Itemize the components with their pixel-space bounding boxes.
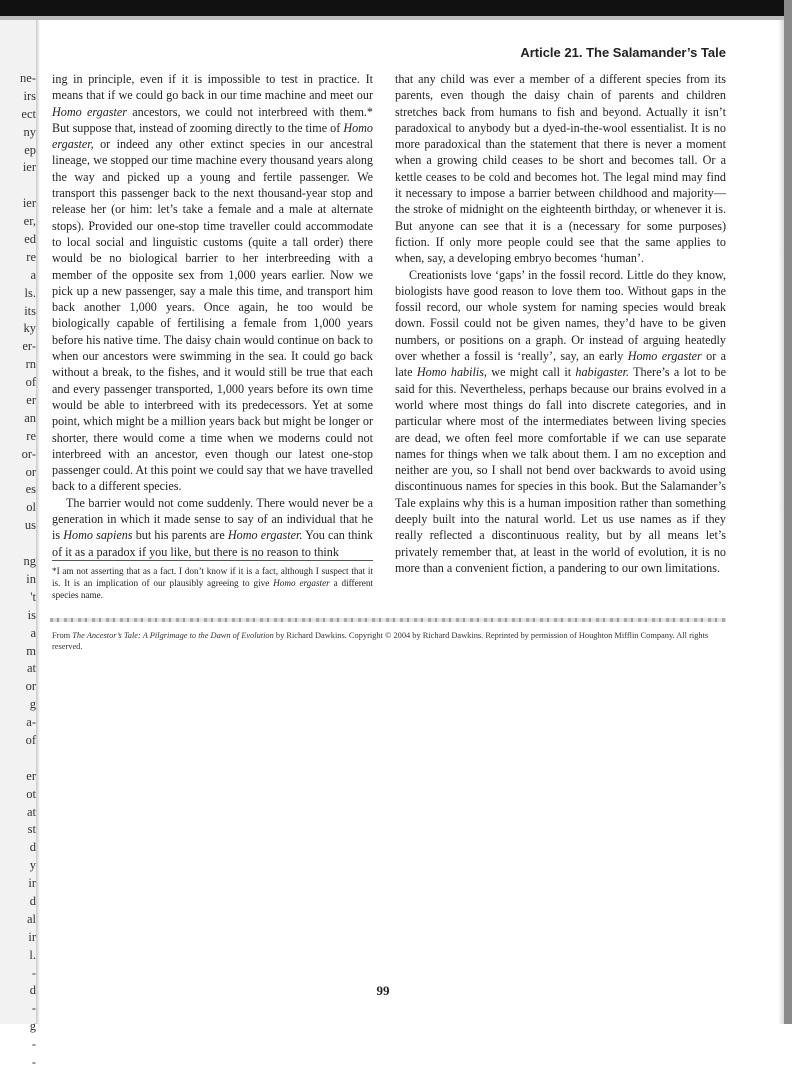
- bleed-fragment: or-: [21, 446, 36, 461]
- book-title: The Ancestor’s Tale: A Pilgrimage to the Dawn of Evolution: [72, 631, 274, 640]
- species-name: Homo ergaster.: [227, 528, 303, 543]
- species-name: Homo ergaster,: [52, 120, 374, 152]
- species-name: Homo ergaster: [273, 578, 330, 588]
- bleed-fragment: a-: [26, 715, 36, 730]
- scan-grain-divider: [50, 618, 726, 622]
- copyright-credit: From The Ancestor’s Tale: A Pilgrimage to the Dawn of Evolution by Richard Dawkins. Copyright © 2004 by Richard Dawkins. Reprinted by permission of Houghton Mifflin Company. All rights reserved.: [52, 631, 709, 651]
- bleed-fragment: er,: [23, 214, 36, 229]
- previous-page-bleed-text: [2, 70, 36, 1072]
- bleed-fragment: es: [25, 482, 36, 497]
- left-paragraph-1: ing in principle, even if it is impossible to test in practice. It means that if we could go back in our time machine and meet our Homo ergaster ancestors, we could not interbreed with them.* But suppose that, instead of zooming directly to the time of Homo ergaster, or indeed any other extinct species in our ancestral lineage, we stopped our time machine every thousand years along the way and picked up a young and fertile passenger. We transport this passenger back to the next thousand-year stop and release her (or him: let’s take a female and a male at alternate stops). Provided our one-stop time traveller could accommodate to local social and linguistic customs (quite a tall order) there would be no biological barrier to her interbreeding with a member of the opposite sex from 1,000 years earlier. Now we pick up a new passenger, say a male this time, and transport him back another 1,000 years. Once again, he too would be biologically capable of fertilising a female from 1,000 years before his native time. The daisy chain would continue on back to when our ancestors were swimming in the sea. It could go back without a break, to the fishes, and it would still be true that each and every passenger transported, 1,000 years before its own time would be able to interbreed with its predecessors. Yet at some point, which might be a million years back but might be longer or shorter, there would come a time when we moderns could not interbreed with an ancestor, even though our latest one-stop passenger could. At this point we could say that we have travelled back to a different species.: [52, 72, 374, 494]
- footnote-divider: [52, 560, 373, 561]
- bleed-fragment: -: [31, 1037, 36, 1052]
- bleed-fragment: -: [31, 1054, 36, 1069]
- scan-top-shadow: [0, 16, 792, 20]
- bleed-fragment: d: [29, 840, 36, 855]
- left-column: [52, 71, 373, 560]
- bleed-fragment: is: [27, 607, 36, 622]
- bleed-fragment: its: [24, 303, 36, 318]
- right-column: [395, 71, 726, 576]
- bleed-fragment: 't: [30, 589, 36, 604]
- bleed-fragment: d: [29, 893, 36, 908]
- bleed-fragment: in: [26, 571, 36, 586]
- scan-right-border: [784, 0, 792, 1024]
- bleed-fragment: [2, 750, 36, 768]
- page-number: 99: [376, 983, 390, 998]
- bleed-fragment: g: [29, 697, 36, 712]
- species-name: Homo ergaster: [52, 104, 127, 119]
- species-name: Homo habilis,: [416, 365, 487, 380]
- bleed-fragment: ot: [26, 786, 36, 801]
- bleed-fragment: l.: [29, 947, 36, 962]
- bleed-fragment: an: [24, 410, 36, 425]
- bleed-fragment: ect: [21, 106, 36, 121]
- bleed-fragment: ir: [28, 876, 36, 891]
- bleed-fragment: y: [29, 858, 36, 873]
- bleed-fragment: er: [26, 393, 36, 408]
- bleed-fragment: a: [30, 625, 36, 640]
- bleed-fragment: ed: [24, 232, 36, 247]
- bleed-fragment: us: [24, 518, 36, 533]
- bleed-fragment: of: [25, 375, 36, 390]
- bleed-fragment: ir: [28, 929, 36, 944]
- bleed-fragment: rn: [25, 357, 36, 372]
- species-name: Homo sapiens: [63, 528, 133, 543]
- bleed-fragment: irs: [23, 88, 36, 103]
- bleed-fragment: a: [30, 267, 36, 282]
- bleed-fragment: or: [25, 464, 36, 479]
- species-name: habigaster.: [575, 365, 630, 380]
- bleed-fragment: g: [29, 1019, 36, 1034]
- bleed-fragment: [2, 535, 36, 553]
- bleed-fragment: st: [27, 822, 36, 837]
- bleed-fragment: of: [25, 732, 36, 747]
- bleed-fragment: d: [29, 983, 36, 998]
- bleed-fragment: ne-: [20, 71, 36, 85]
- bleed-fragment: ier: [22, 160, 36, 175]
- bleed-fragment: ep: [24, 142, 36, 157]
- bleed-fragment: at: [26, 804, 36, 819]
- bleed-fragment: re: [26, 249, 36, 264]
- scan-top-border: [0, 0, 792, 16]
- running-header: Article 21. The Salamander’s Tale: [520, 45, 726, 60]
- bleed-fragment: er-: [22, 339, 36, 354]
- bleed-fragment: ky: [23, 321, 36, 336]
- bleed-fragment: ol: [26, 500, 36, 515]
- bleed-fragment: -: [31, 965, 36, 980]
- bleed-fragment: m: [26, 643, 36, 658]
- binding-gutter-shadow: [36, 20, 40, 1024]
- footnote: *I am not asserting that as a fact. I don’t know if it is a fact, although I suspect that it is. It is an implication of our plausibly agreeing to give Homo ergaster a different species name.: [52, 566, 373, 600]
- bleed-fragment: ls.: [24, 285, 36, 300]
- bleed-fragment: er: [26, 768, 36, 783]
- bleed-fragment: al: [26, 911, 36, 926]
- right-paragraph-2: Creationists love ‘gaps’ in the fossil record. Little do they know, biologists have good reason to love them too. Without gaps in the fossil record, our whole system for naming species would break down. Fossil could not be given names, they’d have to be given numbers, or positions on a graph. Or instead of arguing heatedly over whether a fossil is ‘really’, say, an early Homo ergaster or a late Homo habilis, we might call it habigaster. There’s a lot to be said for this. Nevertheless, perhaps because our brains evolved in a world where most things do fall into discrete categories, and in particular where most of the intermediates between living species are dead, we often feel more comfortable if we can use separate names for things when we talk about them. I am no exception and neither are you, so I shall not bend over backwards to avoid using discontinuous names for species in this book. But the Salamander’s Tale explains why this is a human imposition rather than something deeply built into the natural world. Let us use names as if they really reflected a discontinuous reality, but by all means let’s privately remember that, at least in the world of evolution, it is no more than a convenient fiction, a pandering to our own limitations.: [395, 267, 726, 575]
- bleed-fragment: re: [26, 428, 36, 443]
- bleed-fragment: at: [26, 661, 36, 676]
- bleed-fragment: -: [31, 1001, 36, 1016]
- bleed-fragment: ier: [22, 196, 36, 211]
- species-name: Homo ergaster: [627, 349, 702, 364]
- right-paragraph-1: that any child was ever a member of a different species from its parents, even though the daisy chain of parents and children stretches back from humans to fish and beyond. Actually it isn’t paradoxical to anybody but a dyed-in-the-wool essentialist. It is no more paradoxical than the statement that there is never a moment when a growing child ceases to be short and becomes tall. Or a kettle ceases to be cold and becomes hot. The legal mind may find it necessary to impose a barrier between childhood and majority—the stroke of midnight on the eighteenth birthday, or whenever it is. But anyone can see that it is a (necessary for some purposes) fiction. If only more people could see that the same applies to when, say, a developing embryo becomes ‘human’.: [395, 72, 726, 266]
- bleed-fragment: or: [25, 679, 36, 694]
- bleed-fragment: ng: [23, 554, 36, 569]
- left-paragraph-2: The barrier would not come suddenly. There would never be a generation in which it made sense to say of an individual that he is Homo sapiens but his parents are Homo ergaster. You can think of it as a paradox if you like, but there is no reason to think: [52, 495, 373, 559]
- bleed-fragment: [2, 177, 36, 195]
- bleed-fragment: ny: [23, 124, 36, 139]
